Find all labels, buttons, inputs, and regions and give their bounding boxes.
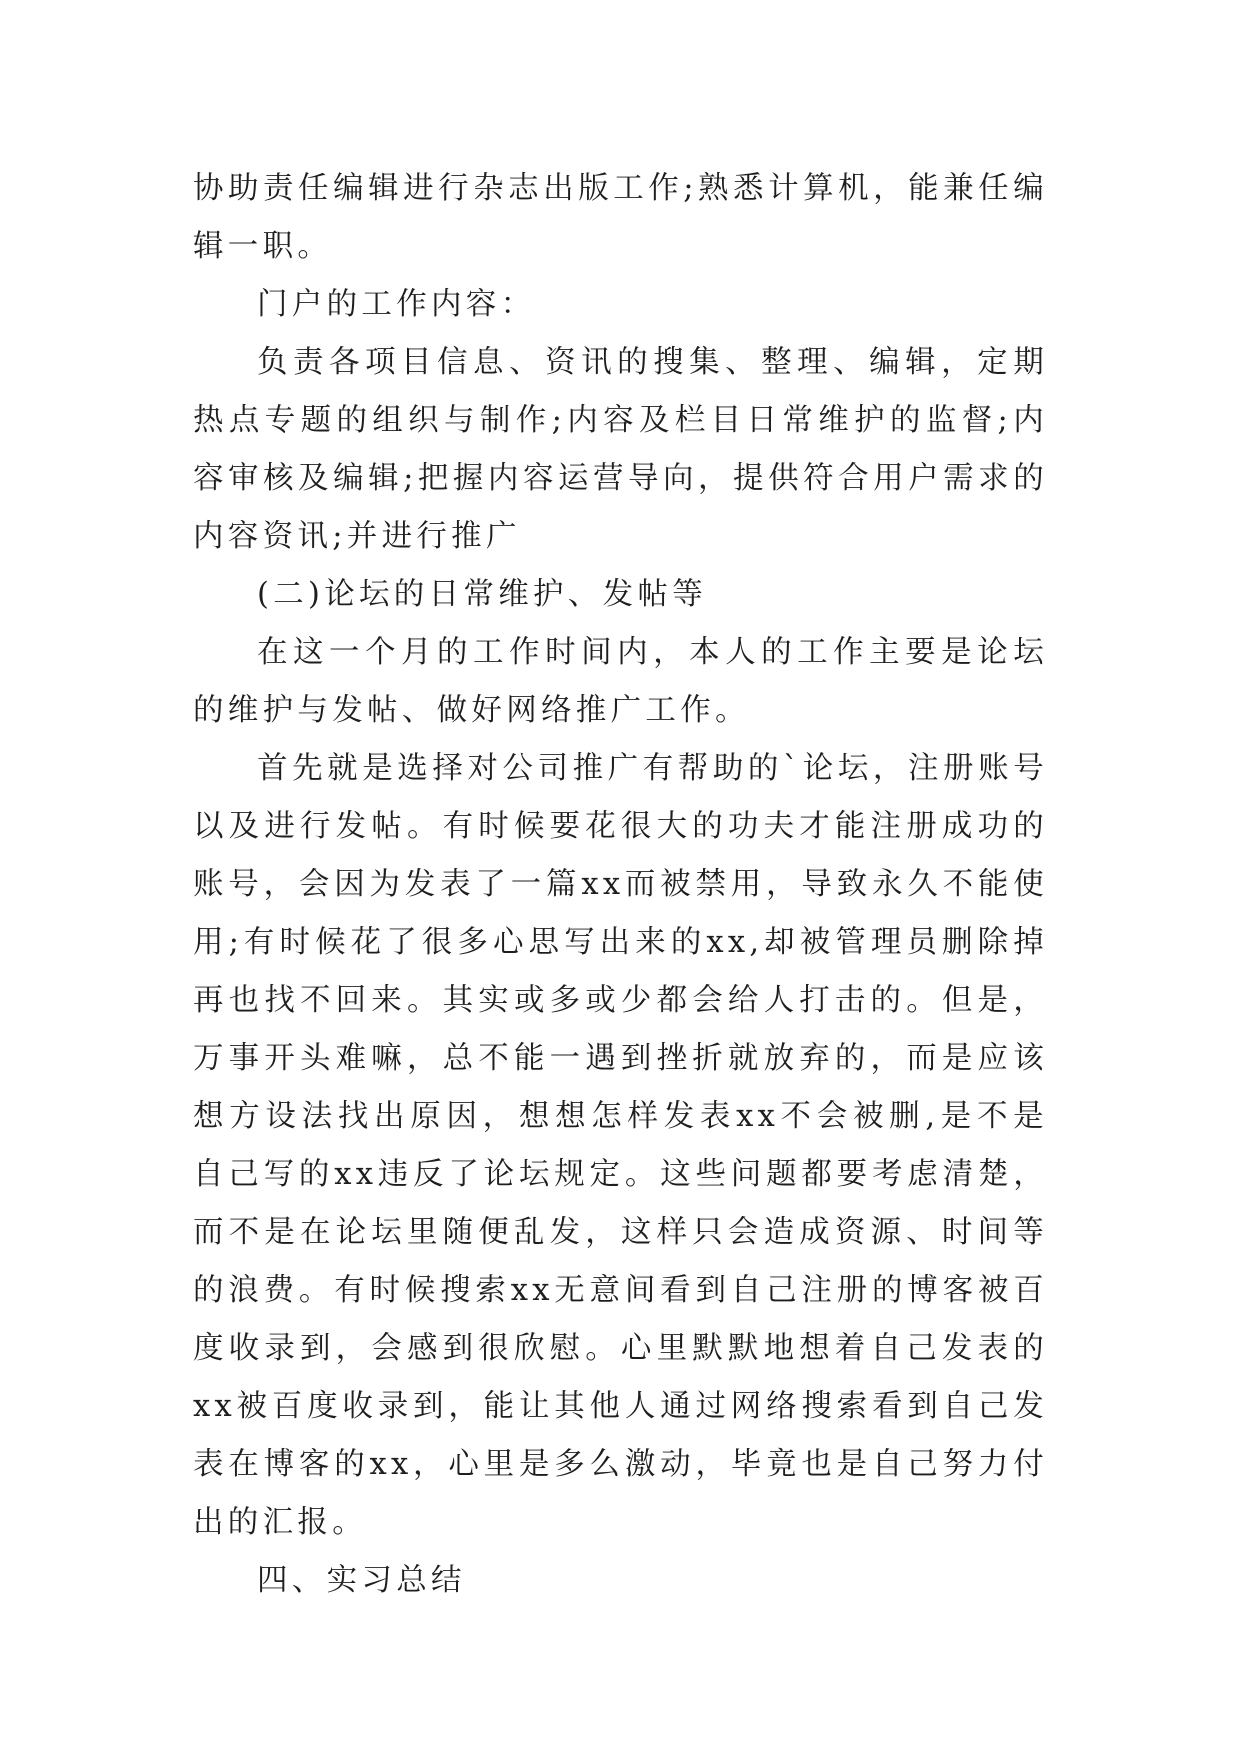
- paragraph-3: 负责各项目信息、资讯的搜集、整理、编辑，定期热点专题的组织与制作;内容及栏目日常维护的监督;内容审核及编辑;把握内容运营导向，提供符合用户需求的内容资讯;并进行推广: [193, 345, 1048, 554]
- paragraph-2: 门户的工作内容：: [257, 287, 536, 322]
- paragraph-6: 首先就是选择对公司推广有帮助的`论坛，注册账号以及进行发帖。有时候要花很大的功夫才能注册成功的账号，会因为发表了一篇xx而被禁用，导致永久不能使用;有时候花了很多心思写出来的xx,却被管理员删除掉再也找不回来。其实或多或少都会给人打击的。但是，万事开头难嘛，总不能一遇到挫折就放弃的，而是应该想方设法找出原因，想想怎样发表xx不会被删,是不是自己写的xx违反了论坛规定。这些问题都要考虑清楚，而不是在论坛里随便乱发，这样只会造成资源、时间等的浪费。有时候搜索xx无意间看到自己注册的博客被百度收录到，会感到很欣慰。心里默默地想着自己发表的xx被百度收录到，能让其他人通过网络搜索看到自己发表在博客的xx，心里是多么激动，毕竟也是自己努力付出的汇报。: [193, 751, 1048, 1540]
- paragraph-5: 在这一个月的工作时间内，本人的工作主要是论坛的维护与发帖、做好网络推广工作。: [193, 635, 1048, 728]
- section-heading-summary: 四、实习总结: [257, 1563, 466, 1598]
- section-heading-forum: (二)论坛的日常维护、发帖等: [257, 577, 707, 612]
- paragraph-1: 协助责任编辑进行杂志出版工作;熟悉计算机，能兼任编辑一职。: [193, 171, 1048, 264]
- document-body: [193, 160, 1048, 1610]
